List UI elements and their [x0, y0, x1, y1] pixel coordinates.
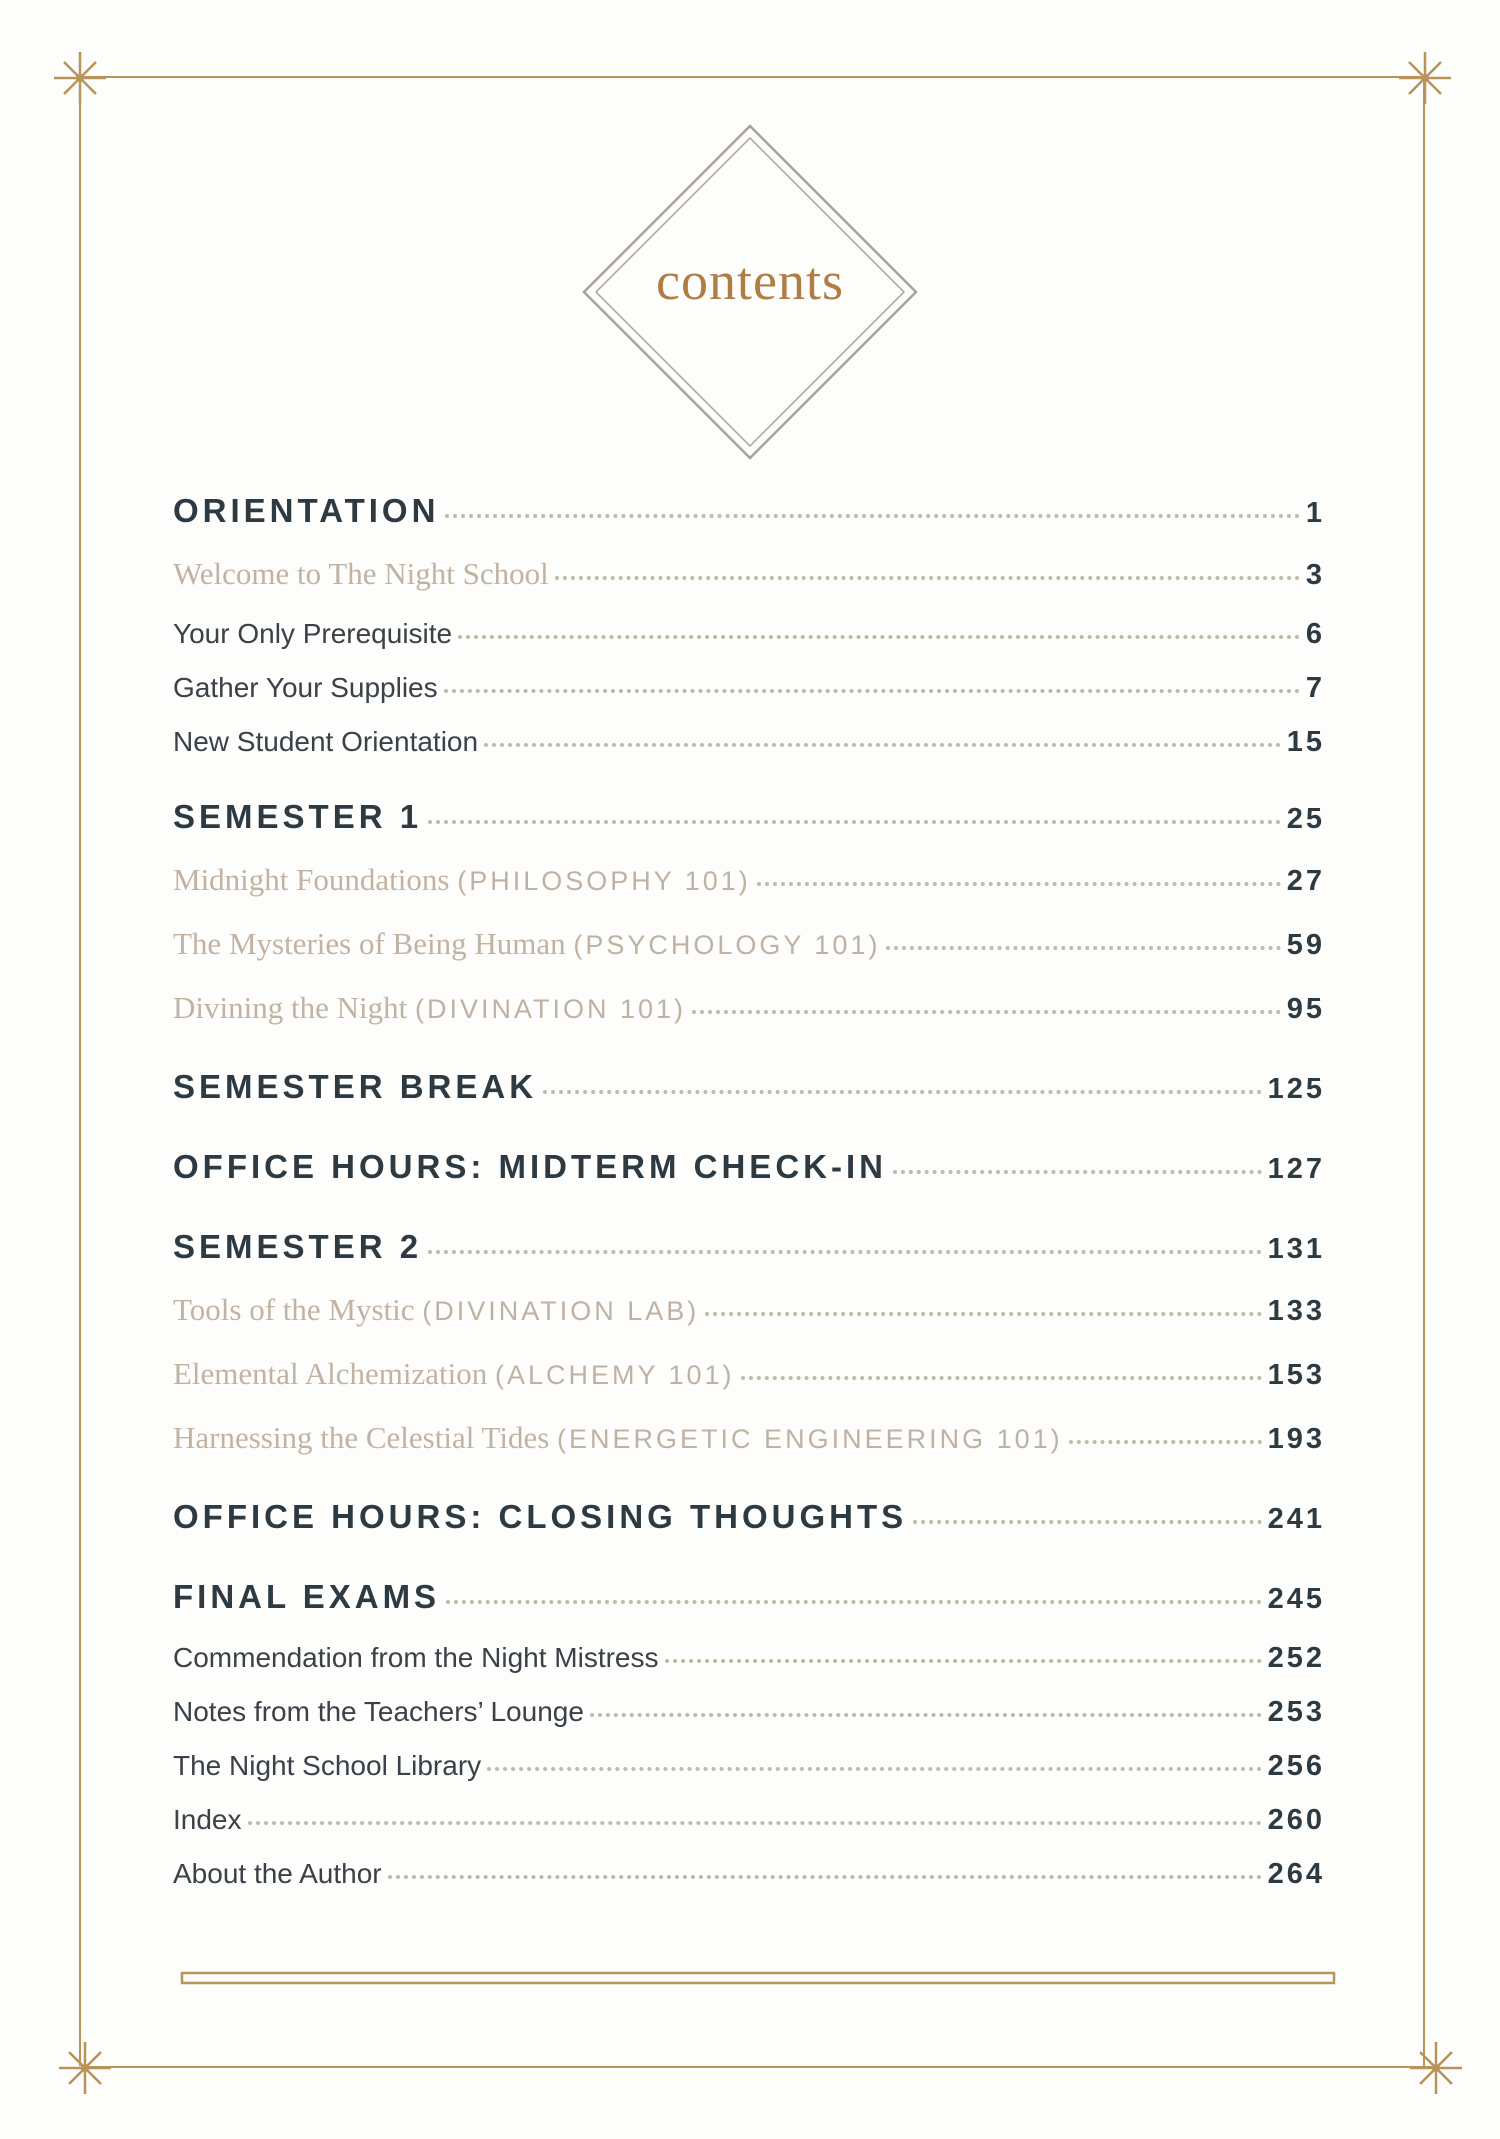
toc-entry	[173, 1642, 1325, 1680]
dot-leader	[445, 513, 1299, 518]
entry-label: Gather Your Supplies	[173, 672, 438, 703]
section-title	[173, 1578, 440, 1616]
entry-label: ORIENTATION	[173, 492, 440, 529]
entry-label: Welcome to The Night School	[173, 556, 549, 591]
page-number: 264	[1267, 1858, 1325, 1890]
chapter-title	[173, 926, 880, 962]
entry-label: New Student Orientation	[173, 726, 479, 757]
dot-leader	[444, 688, 1300, 693]
entry-label: Elemental Alchemization	[173, 1356, 488, 1391]
chapter-title	[173, 726, 478, 758]
chapter-title	[173, 618, 452, 650]
page-number: 245	[1267, 1583, 1325, 1615]
starburst-icon	[1406, 2038, 1466, 2098]
entry-label: The Night School Library	[173, 1750, 482, 1781]
chapter-title	[173, 1858, 382, 1890]
dot-leader	[446, 1599, 1262, 1604]
entry-label: The Mysteries of Being Human	[173, 926, 566, 961]
frame-bottom-line	[84, 2066, 1434, 2068]
entry-label: Your Only Prerequisite	[173, 618, 453, 649]
page-number: 133	[1267, 1295, 1325, 1327]
dot-leader	[692, 1009, 1281, 1014]
page-number: 1	[1305, 497, 1325, 529]
frame-left-line	[79, 76, 81, 2066]
dot-leader	[590, 1712, 1262, 1717]
course-code: (DIVINATION 101)	[414, 994, 687, 1024]
entry-label: Midnight Foundations	[173, 862, 450, 897]
entry-label: Divining the Night	[173, 990, 408, 1025]
dot-leader	[1069, 1439, 1262, 1444]
dot-leader	[665, 1658, 1262, 1663]
dot-leader	[248, 1820, 1262, 1825]
dot-leader	[388, 1874, 1262, 1879]
entry-label: FINAL EXAMS	[173, 1578, 441, 1615]
entry-label: Harnessing the Celestial Tides	[173, 1420, 550, 1455]
toc-entry	[173, 1578, 1325, 1624]
entry-label: Tools of the Mystic	[173, 1292, 415, 1327]
toc-entry	[173, 492, 1325, 538]
table-of-contents	[173, 492, 1325, 1896]
chapter-title	[173, 1356, 735, 1392]
toc-entry	[173, 1356, 1325, 1400]
page-number: 7	[1305, 672, 1325, 704]
page-number: 59	[1286, 929, 1325, 961]
page-number: 15	[1286, 726, 1325, 758]
page-number: 6	[1305, 618, 1325, 650]
dot-leader	[487, 1766, 1261, 1771]
toc-entry	[173, 1148, 1325, 1194]
toc-entry	[173, 1696, 1325, 1734]
entry-label: OFFICE HOURS: MIDTERM CHECK-IN	[173, 1148, 887, 1185]
entry-label: SEMESTER BREAK	[173, 1068, 538, 1105]
starburst-icon	[55, 2038, 115, 2098]
page-number: 241	[1267, 1503, 1325, 1535]
page-number: 3	[1305, 559, 1325, 591]
entry-label: Notes from the Teachers’ Lounge	[173, 1696, 584, 1727]
section-title	[173, 1498, 907, 1536]
page-number: 25	[1286, 803, 1325, 835]
dot-leader	[757, 881, 1281, 886]
section-title	[173, 1148, 887, 1186]
dot-leader	[555, 575, 1300, 580]
entry-label: Index	[173, 1804, 242, 1835]
entry-label: OFFICE HOURS: CLOSING THOUGHTS	[173, 1498, 908, 1535]
course-code: (PHILOSOPHY 101)	[457, 866, 751, 896]
toc-entry	[173, 1068, 1325, 1114]
toc-entry	[173, 618, 1325, 656]
course-code: (PSYCHOLOGY 101)	[573, 930, 881, 960]
chapter-title	[173, 1642, 659, 1674]
frame-top-line	[78, 76, 1424, 78]
frame-right-line	[1423, 76, 1425, 2066]
chapter-title	[173, 862, 751, 898]
toc-entry	[173, 1420, 1325, 1464]
chapter-title	[173, 1696, 584, 1728]
entry-label: SEMESTER 1	[173, 798, 423, 835]
page-number: 252	[1267, 1642, 1325, 1674]
page-number: 260	[1267, 1804, 1325, 1836]
chapter-title	[173, 990, 686, 1026]
dot-leader	[741, 1375, 1262, 1380]
page-number: 27	[1286, 865, 1325, 897]
toc-entry	[173, 798, 1325, 844]
page-number: 125	[1267, 1073, 1325, 1105]
toc-entry	[173, 726, 1325, 764]
page-title: contents	[656, 251, 844, 311]
page-number: 256	[1267, 1750, 1325, 1782]
dot-leader	[458, 634, 1300, 639]
bottom-rule	[180, 1970, 1336, 1988]
dot-leader	[484, 742, 1281, 747]
toc-entry	[173, 1750, 1325, 1788]
section-title	[173, 492, 439, 530]
dot-leader	[543, 1089, 1262, 1094]
toc-entry	[173, 1498, 1325, 1544]
course-code: (ENERGETIC ENGINEERING 101)	[557, 1424, 1063, 1454]
chapter-title	[173, 556, 549, 592]
toc-entry	[173, 926, 1325, 970]
dot-leader	[428, 1249, 1262, 1254]
dot-leader	[913, 1519, 1261, 1524]
toc-entry	[173, 672, 1325, 710]
entry-label: SEMESTER 2	[173, 1228, 423, 1265]
page-number: 153	[1267, 1359, 1325, 1391]
entry-label: About the Author	[173, 1858, 382, 1889]
toc-entry	[173, 862, 1325, 906]
toc-entry	[173, 1228, 1325, 1274]
course-code: (DIVINATION LAB)	[422, 1296, 700, 1326]
dot-leader	[705, 1311, 1261, 1316]
toc-entry	[173, 990, 1325, 1034]
toc-entry	[173, 1804, 1325, 1842]
dot-leader	[886, 945, 1280, 950]
page-number: 131	[1267, 1233, 1325, 1265]
toc-entry	[173, 1292, 1325, 1336]
chapter-title	[173, 1804, 242, 1836]
section-title	[173, 1068, 537, 1106]
toc-entry	[173, 556, 1325, 600]
starburst-icon	[1395, 48, 1455, 108]
entry-label: Commendation from the Night Mistress	[173, 1642, 659, 1673]
page-number: 253	[1267, 1696, 1325, 1728]
section-title	[173, 798, 422, 836]
section-title	[173, 1228, 422, 1266]
toc-entry	[173, 1858, 1325, 1896]
dot-leader	[893, 1169, 1262, 1174]
page-number: 95	[1286, 993, 1325, 1025]
chapter-title	[173, 1292, 699, 1328]
chapter-title	[173, 672, 438, 704]
chapter-title	[173, 1420, 1063, 1456]
page-number: 127	[1267, 1153, 1325, 1185]
page-number: 193	[1267, 1423, 1325, 1455]
chapter-title	[173, 1750, 481, 1782]
course-code: (ALCHEMY 101)	[494, 1360, 735, 1390]
dot-leader	[428, 819, 1281, 824]
starburst-icon	[50, 48, 110, 108]
